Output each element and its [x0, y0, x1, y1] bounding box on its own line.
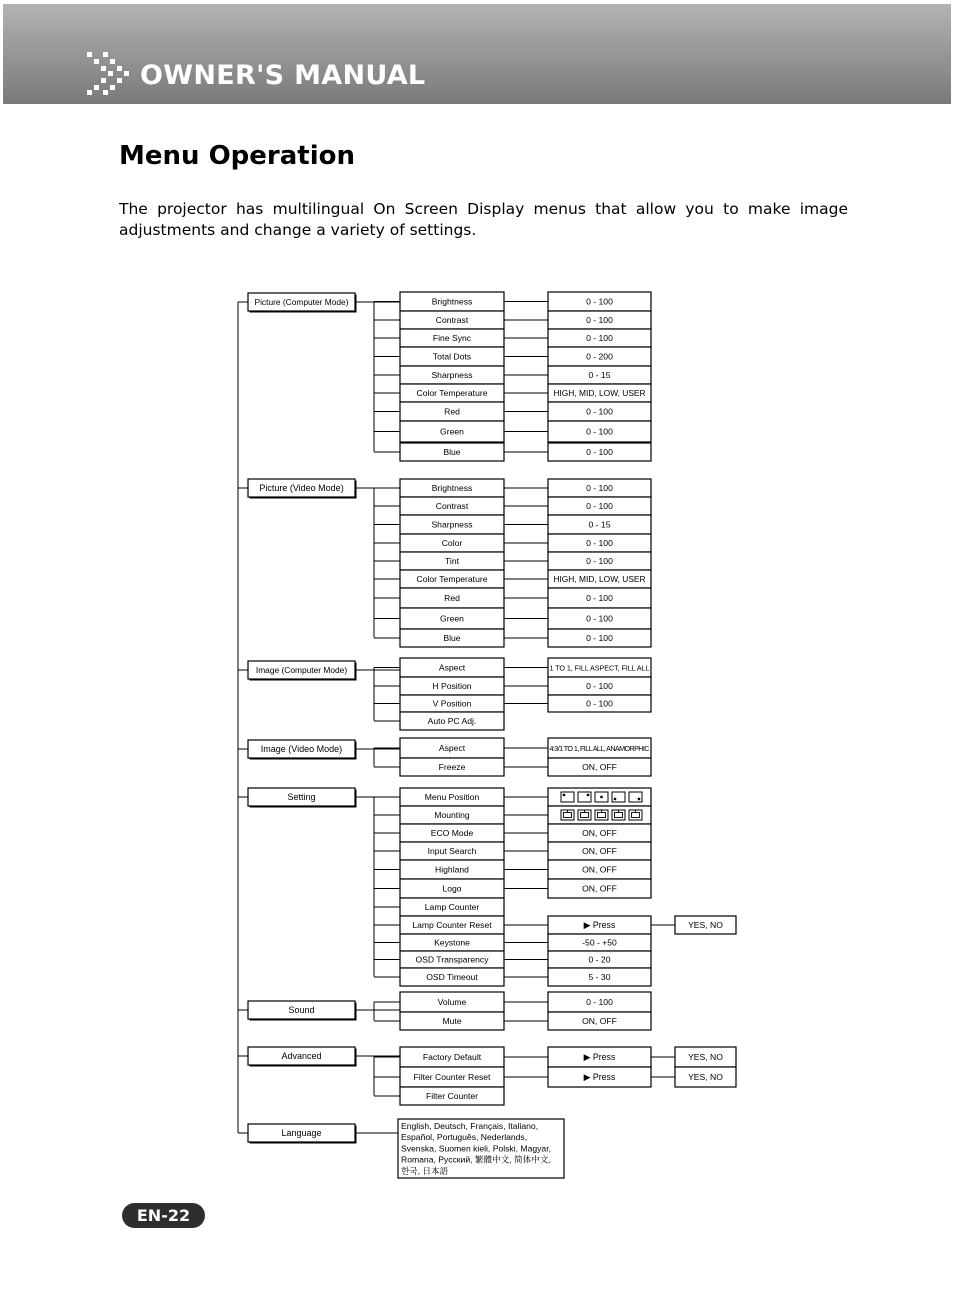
menu-item-label: OSD Transparency	[415, 954, 489, 965]
position-dot	[587, 794, 589, 796]
menu-item-label: Factory Default	[422, 1052, 482, 1062]
page-title: Menu Operation	[119, 141, 356, 171]
value-label: 0 - 100	[586, 296, 613, 307]
value-label: ON, OFF	[582, 846, 617, 856]
value-label: 0 - 100	[586, 501, 613, 511]
menu-item-label: Lamp Counter Reset	[412, 920, 492, 930]
menu-item-label: Input Search	[427, 846, 477, 856]
menu-item-label: Color Temperature	[416, 574, 488, 584]
menu-item-label: Lamp Counter	[424, 902, 480, 912]
menu-position-icon	[561, 792, 574, 802]
menu-item-label: Menu Position	[424, 792, 480, 802]
intro-paragraph: The projector has multilingual On Screen Display menus that allow you to make image adjustments and change a variety of settings.	[119, 200, 848, 239]
position-dot	[600, 796, 602, 798]
position-dot	[563, 794, 565, 796]
menu-item-label: Highland	[435, 864, 469, 875]
menu-item-label: Filter Counter	[425, 1091, 479, 1101]
value-label: ▶ Press	[583, 920, 616, 930]
menu-item-label: Fine Sync	[432, 333, 472, 343]
value-label: 1 TO 1, FILL ASPECT, FILL ALL	[549, 663, 650, 673]
value-label: 0 - 100	[586, 538, 613, 548]
value-label: 5 - 30	[588, 972, 611, 982]
value-label: HIGH, MID, LOW, USER	[553, 574, 646, 584]
sub-value-label: YES, NO	[688, 1072, 723, 1082]
value-label: -50 - +50	[582, 937, 617, 948]
menu-item-label: Blue	[443, 633, 461, 643]
sub-value-label: YES, NO	[688, 1052, 723, 1062]
language-line: English, Deutsch, Français, Italiano,	[401, 1121, 539, 1131]
value-label: 0 - 100	[586, 426, 613, 437]
menu-position-icon	[578, 792, 591, 802]
value-label: ON, OFF	[582, 828, 617, 838]
language-line: Español, Português, Nederlands,	[401, 1132, 528, 1143]
menu-item-label: Green	[440, 613, 464, 624]
value-label: 0 - 100	[586, 406, 613, 417]
menu-item-label: Auto PC Adj.	[427, 716, 477, 726]
value-label: 0 - 100	[586, 556, 613, 566]
value-label: ON, OFF	[582, 1016, 617, 1026]
menu-item-label: Total Dots	[432, 351, 472, 362]
menu-item-label: Color	[441, 538, 463, 548]
value-label: ON, OFF	[582, 762, 617, 772]
menu-position-icon	[629, 792, 642, 802]
value-label: 0 - 100	[586, 613, 613, 624]
value-label: ▶ Press	[583, 1072, 616, 1082]
menu-item-label: Red	[444, 593, 460, 603]
sub-value-label: YES, NO	[688, 920, 723, 930]
category-label: Picture (Computer Mode)	[254, 297, 349, 308]
menu-item-label: Contrast	[435, 501, 469, 511]
value-label: 0 - 100	[586, 633, 613, 643]
page-number-badge: EN-22	[122, 1203, 205, 1228]
category-label: Language	[281, 1128, 322, 1139]
menu-item-label: Brightness	[431, 296, 473, 307]
menu-item-label: ECO Mode	[430, 828, 474, 838]
value-label: 0 - 100	[586, 447, 613, 457]
menu-item-label: Mute	[442, 1016, 462, 1026]
menu-item-label: Tint	[444, 556, 460, 566]
menu-item-label: H Position	[432, 681, 472, 691]
value-label: ON, OFF	[582, 883, 617, 894]
language-line: Romana, Русский, 繁體中文, 简体中文,	[401, 1154, 551, 1165]
menu-item-label: Logo	[442, 883, 462, 894]
position-dot	[638, 798, 640, 800]
value-label: 0 - 15	[588, 370, 611, 380]
value-label: 0 - 100	[586, 698, 613, 709]
menu-item-label: Red	[444, 406, 460, 417]
menu-item-label: Blue	[443, 447, 461, 457]
value-label: 0 - 15	[588, 519, 611, 530]
category-label: Image (Video Mode)	[260, 744, 343, 755]
menu-item-label: Aspect	[438, 662, 466, 673]
value-label: 0 - 100	[586, 997, 613, 1007]
header-title: OWNER'S MANUAL	[140, 60, 426, 91]
category-label: Advanced	[281, 1051, 322, 1062]
menu-item-label: Sharpness	[431, 370, 473, 380]
value-label: ▶ Press	[583, 1052, 616, 1062]
value-label: ON, OFF	[582, 864, 617, 875]
value-label: 0 - 100	[586, 315, 613, 325]
value-label: 4:3/1 TO 1, FILL ALL, ANAMORPHIC	[549, 744, 650, 753]
menu-position-icon	[612, 792, 625, 802]
menu-item-label: Volume	[437, 997, 467, 1007]
value-label: 0 - 20	[588, 954, 611, 965]
category-label: Sound	[288, 1005, 315, 1016]
menu-item-label: Freeze	[438, 762, 466, 772]
category-label: Picture (Video Mode)	[259, 483, 344, 494]
menu-item-label: Filter Counter Reset	[413, 1072, 491, 1082]
menu-item-label: Color Temperature	[416, 388, 488, 398]
language-line: 한국, 日本語	[401, 1165, 449, 1176]
position-dot	[614, 798, 616, 800]
menu-item-label: Sharpness	[431, 519, 473, 530]
category-label: Image (Computer Mode)	[255, 665, 348, 676]
value-label: 0 - 100	[586, 483, 613, 493]
menu-item-label: Mounting	[434, 810, 470, 820]
value-label: 0 - 200	[586, 351, 613, 362]
category-label: Setting	[287, 792, 316, 803]
menu-item-label: Green	[440, 426, 464, 437]
menu-item-label: V Position	[432, 698, 472, 709]
language-line: Svenska, Suomen kieli, Polski, Magyar,	[401, 1143, 551, 1154]
menu-item-label: OSD Timeout	[426, 972, 478, 982]
value-label: 0 - 100	[586, 681, 613, 691]
menu-item-label: Aspect	[438, 743, 466, 753]
value-label: HIGH, MID, LOW, USER	[553, 388, 646, 398]
menu-item-label: Brightness	[431, 483, 473, 493]
menu-item-label: Contrast	[435, 315, 469, 325]
value-label: 0 - 100	[586, 593, 613, 603]
value-label: 0 - 100	[586, 333, 613, 343]
menu-item-label: Keystone	[434, 937, 470, 948]
